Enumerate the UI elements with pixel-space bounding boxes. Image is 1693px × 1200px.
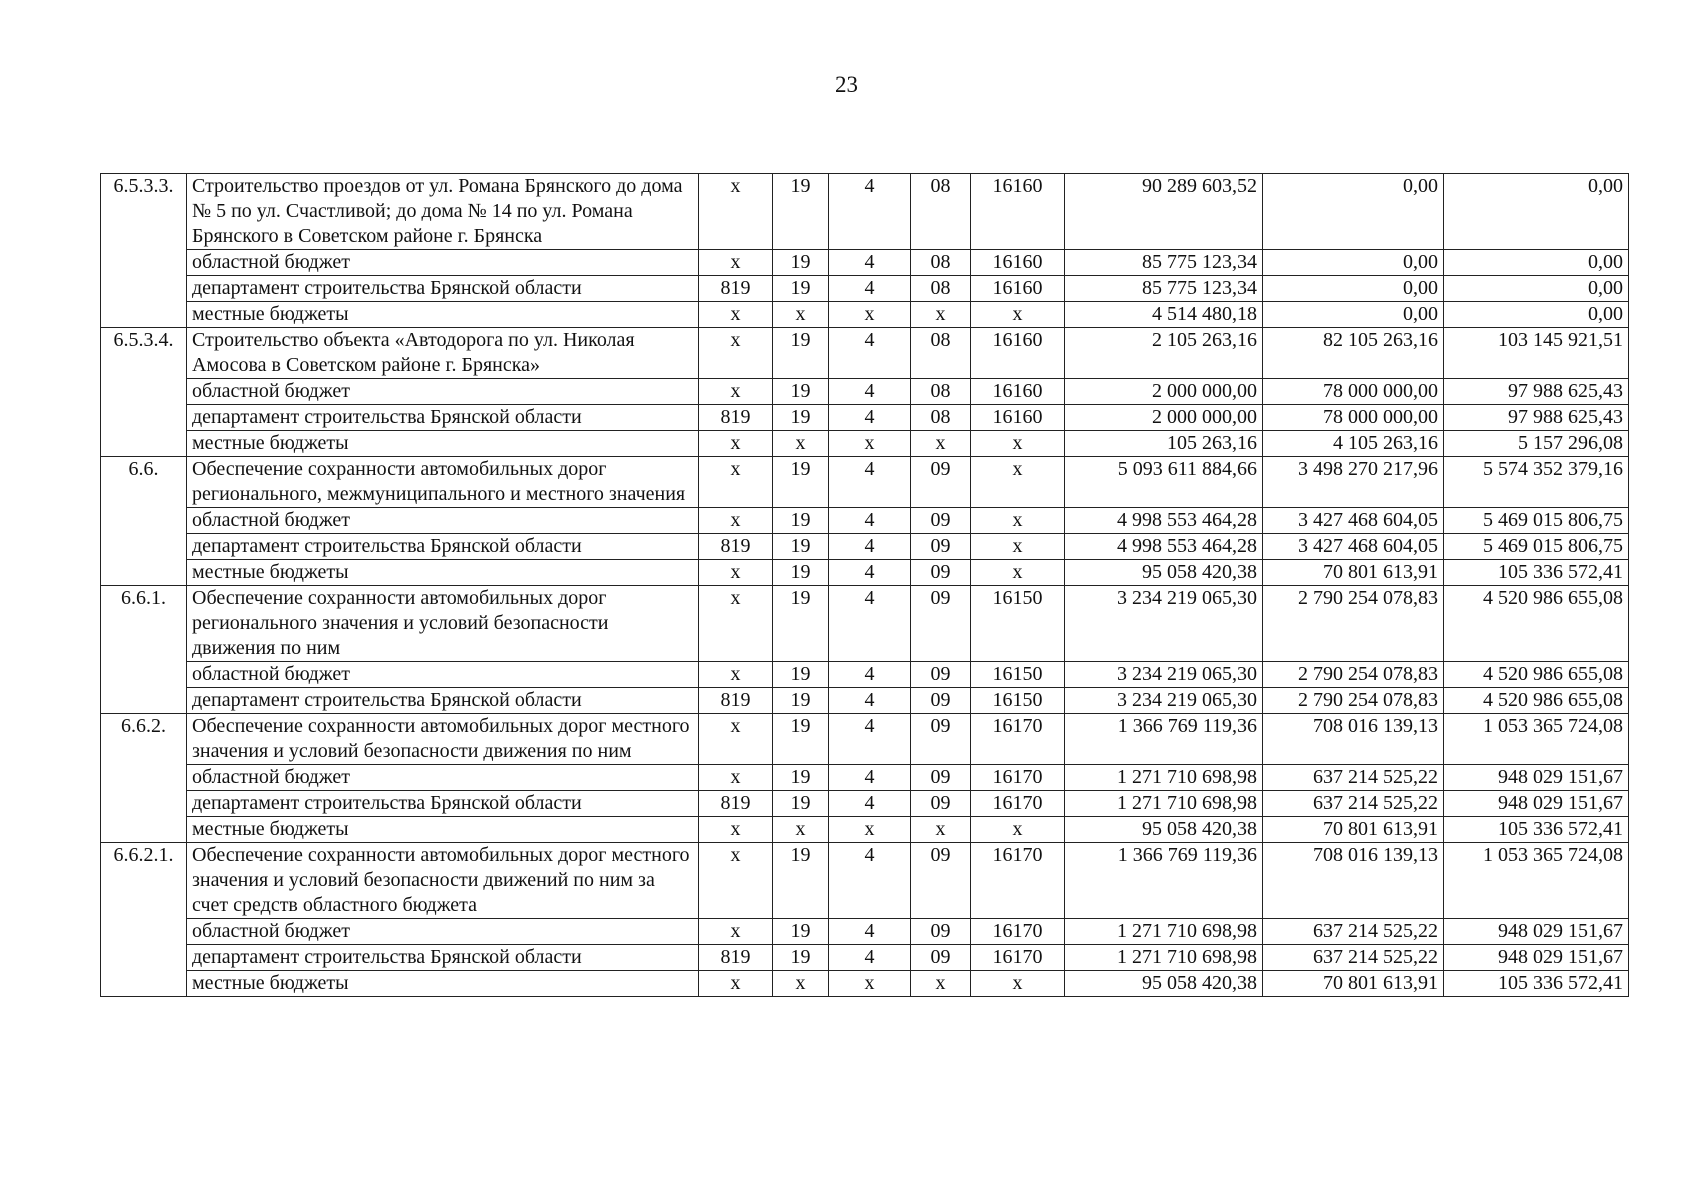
column-code-4: 09: [911, 662, 971, 688]
amount-year-2: 3 498 270 217,96: [1263, 457, 1444, 508]
column-code-1: х: [699, 328, 773, 379]
column-code-5: 16170: [971, 791, 1065, 817]
amount-year-1: 85 775 123,34: [1065, 250, 1263, 276]
column-code-5: 16160: [971, 276, 1065, 302]
column-code-1: х: [699, 765, 773, 791]
column-code-3: 4: [829, 586, 911, 662]
column-code-3: х: [829, 817, 911, 843]
amount-year-1: 5 093 611 884,66: [1065, 457, 1263, 508]
column-code-2: 19: [773, 919, 829, 945]
amount-year-2: 82 105 263,16: [1263, 328, 1444, 379]
column-code-2: х: [773, 817, 829, 843]
amount-year-2: 3 427 468 604,05: [1263, 534, 1444, 560]
amount-year-1: 105 263,16: [1065, 431, 1263, 457]
item-description: Строительство проездов от ул. Романа Брянского до дома № 5 по ул. Счастливой; до дома № 14 по ул. Романа Брянского в Советском районе г. Брянска: [187, 174, 699, 250]
column-code-1: 819: [699, 534, 773, 560]
amount-year-2: 637 214 525,22: [1263, 919, 1444, 945]
table-row-subitem: [101, 765, 1629, 791]
column-code-3: 4: [829, 945, 911, 971]
amount-year-1: 4 514 480,18: [1065, 302, 1263, 328]
column-code-4: 09: [911, 919, 971, 945]
column-code-2: 19: [773, 843, 829, 919]
table-row-item: [101, 174, 1629, 250]
column-code-4: 08: [911, 276, 971, 302]
item-number: 6.6.2.1.: [101, 843, 187, 997]
table-row-subitem: [101, 431, 1629, 457]
column-code-5: 16150: [971, 662, 1065, 688]
item-description: местные бюджеты: [187, 817, 699, 843]
table-row-subitem: [101, 560, 1629, 586]
amount-year-2: 0,00: [1263, 174, 1444, 250]
column-code-3: х: [829, 302, 911, 328]
column-code-2: 19: [773, 662, 829, 688]
column-code-2: 19: [773, 945, 829, 971]
amount-year-1: 4 998 553 464,28: [1065, 508, 1263, 534]
column-code-3: 4: [829, 405, 911, 431]
amount-year-2: 2 790 254 078,83: [1263, 688, 1444, 714]
amount-year-3: 105 336 572,41: [1444, 817, 1629, 843]
column-code-5: 16170: [971, 843, 1065, 919]
column-code-1: х: [699, 174, 773, 250]
item-description: местные бюджеты: [187, 302, 699, 328]
column-code-4: 08: [911, 379, 971, 405]
column-code-3: 4: [829, 714, 911, 765]
column-code-5: х: [971, 560, 1065, 586]
table-row-subitem: [101, 534, 1629, 560]
column-code-4: 09: [911, 457, 971, 508]
column-code-5: х: [971, 431, 1065, 457]
column-code-4: 08: [911, 250, 971, 276]
column-code-3: 4: [829, 560, 911, 586]
column-code-3: 4: [829, 662, 911, 688]
item-number: 6.6.2.: [101, 714, 187, 843]
column-code-1: х: [699, 508, 773, 534]
column-code-2: 19: [773, 457, 829, 508]
amount-year-2: 78 000 000,00: [1263, 379, 1444, 405]
column-code-3: х: [829, 971, 911, 997]
amount-year-2: 2 790 254 078,83: [1263, 586, 1444, 662]
table-row-subitem: [101, 688, 1629, 714]
column-code-1: х: [699, 714, 773, 765]
column-code-5: 16170: [971, 919, 1065, 945]
amount-year-2: 0,00: [1263, 250, 1444, 276]
amount-year-2: 637 214 525,22: [1263, 765, 1444, 791]
column-code-3: х: [829, 431, 911, 457]
column-code-2: 19: [773, 379, 829, 405]
column-code-1: 819: [699, 688, 773, 714]
column-code-1: х: [699, 457, 773, 508]
item-description: департамент строительства Брянской области: [187, 688, 699, 714]
amount-year-1: 85 775 123,34: [1065, 276, 1263, 302]
column-code-4: х: [911, 971, 971, 997]
table-row-subitem: [101, 508, 1629, 534]
amount-year-1: 3 234 219 065,30: [1065, 586, 1263, 662]
column-code-2: х: [773, 431, 829, 457]
column-code-3: 4: [829, 457, 911, 508]
column-code-5: 16150: [971, 586, 1065, 662]
amount-year-3: 97 988 625,43: [1444, 405, 1629, 431]
table-row-subitem: [101, 302, 1629, 328]
item-description: Обеспечение сохранности автомобильных дорог местного значения и условий безопасности движений по ним за счет средств областного бюджета: [187, 843, 699, 919]
table-row-subitem: [101, 919, 1629, 945]
table-row-item: [101, 586, 1629, 662]
column-code-4: 09: [911, 560, 971, 586]
page-number: 23: [835, 72, 858, 97]
column-code-5: 16170: [971, 945, 1065, 971]
column-code-1: х: [699, 560, 773, 586]
item-description: местные бюджеты: [187, 971, 699, 997]
column-code-2: 19: [773, 688, 829, 714]
column-code-1: 819: [699, 276, 773, 302]
column-code-3: 4: [829, 328, 911, 379]
amount-year-1: 1 366 769 119,36: [1065, 843, 1263, 919]
amount-year-3: 0,00: [1444, 174, 1629, 250]
amount-year-3: 5 157 296,08: [1444, 431, 1629, 457]
table-row-item: [101, 457, 1629, 508]
column-code-5: 16150: [971, 688, 1065, 714]
column-code-4: 09: [911, 534, 971, 560]
amount-year-3: 1 053 365 724,08: [1444, 714, 1629, 765]
column-code-5: х: [971, 302, 1065, 328]
table-row-subitem: [101, 276, 1629, 302]
column-code-2: 19: [773, 174, 829, 250]
column-code-5: х: [971, 457, 1065, 508]
table-row-item: [101, 843, 1629, 919]
amount-year-2: 708 016 139,13: [1263, 714, 1444, 765]
column-code-3: 4: [829, 250, 911, 276]
column-code-4: 09: [911, 765, 971, 791]
amount-year-3: 0,00: [1444, 276, 1629, 302]
column-code-4: 09: [911, 945, 971, 971]
item-number: 6.6.: [101, 457, 187, 586]
column-code-5: 16160: [971, 405, 1065, 431]
item-description: департамент строительства Брянской области: [187, 945, 699, 971]
column-code-4: 08: [911, 174, 971, 250]
amount-year-1: 2 000 000,00: [1065, 405, 1263, 431]
amount-year-3: 5 469 015 806,75: [1444, 534, 1629, 560]
amount-year-3: 5 469 015 806,75: [1444, 508, 1629, 534]
column-code-2: 19: [773, 276, 829, 302]
column-code-1: х: [699, 843, 773, 919]
amount-year-1: 3 234 219 065,30: [1065, 688, 1263, 714]
column-code-3: 4: [829, 276, 911, 302]
column-code-5: 16160: [971, 174, 1065, 250]
column-code-5: 16170: [971, 714, 1065, 765]
table-row-subitem: [101, 971, 1629, 997]
amount-year-1: 1 271 710 698,98: [1065, 945, 1263, 971]
item-description: местные бюджеты: [187, 431, 699, 457]
item-description: департамент строительства Брянской области: [187, 791, 699, 817]
column-code-3: 4: [829, 688, 911, 714]
column-code-2: 19: [773, 560, 829, 586]
column-code-4: 08: [911, 405, 971, 431]
column-code-4: х: [911, 431, 971, 457]
column-code-2: 19: [773, 328, 829, 379]
column-code-4: 09: [911, 586, 971, 662]
column-code-5: х: [971, 508, 1065, 534]
column-code-3: 4: [829, 379, 911, 405]
amount-year-3: 105 336 572,41: [1444, 971, 1629, 997]
column-code-1: х: [699, 431, 773, 457]
amount-year-2: 78 000 000,00: [1263, 405, 1444, 431]
amount-year-2: 637 214 525,22: [1263, 791, 1444, 817]
column-code-4: 09: [911, 508, 971, 534]
column-code-4: 09: [911, 688, 971, 714]
item-number: 6.5.3.3.: [101, 174, 187, 328]
amount-year-1: 90 289 603,52: [1065, 174, 1263, 250]
column-code-4: 09: [911, 714, 971, 765]
column-code-1: х: [699, 302, 773, 328]
item-description: Обеспечение сохранности автомобильных дорог регионального, межмуниципального и местного значения: [187, 457, 699, 508]
item-number: 6.5.3.4.: [101, 328, 187, 457]
column-code-1: х: [699, 971, 773, 997]
amount-year-2: 0,00: [1263, 276, 1444, 302]
column-code-4: 08: [911, 328, 971, 379]
column-code-5: 16160: [971, 250, 1065, 276]
table-row-subitem: [101, 405, 1629, 431]
item-description: Обеспечение сохранности автомобильных дорог местного значения и условий безопасности движения по ним: [187, 714, 699, 765]
column-code-2: 19: [773, 534, 829, 560]
amount-year-2: 70 801 613,91: [1263, 971, 1444, 997]
column-code-4: х: [911, 817, 971, 843]
amount-year-1: 95 058 420,38: [1065, 971, 1263, 997]
item-description: областной бюджет: [187, 379, 699, 405]
column-code-2: 19: [773, 714, 829, 765]
column-code-2: 19: [773, 250, 829, 276]
item-description: областной бюджет: [187, 508, 699, 534]
column-code-1: х: [699, 250, 773, 276]
column-code-2: 19: [773, 765, 829, 791]
table-row-subitem: [101, 250, 1629, 276]
item-description: областной бюджет: [187, 765, 699, 791]
column-code-3: 4: [829, 791, 911, 817]
amount-year-2: 708 016 139,13: [1263, 843, 1444, 919]
column-code-5: 16170: [971, 765, 1065, 791]
item-number: 6.6.1.: [101, 586, 187, 714]
column-code-2: 19: [773, 405, 829, 431]
amount-year-2: 70 801 613,91: [1263, 560, 1444, 586]
column-code-2: 19: [773, 586, 829, 662]
column-code-3: 4: [829, 534, 911, 560]
column-code-1: 819: [699, 791, 773, 817]
amount-year-1: 3 234 219 065,30: [1065, 662, 1263, 688]
amount-year-1: 4 998 553 464,28: [1065, 534, 1263, 560]
column-code-5: 16160: [971, 379, 1065, 405]
column-code-1: х: [699, 662, 773, 688]
amount-year-3: 0,00: [1444, 250, 1629, 276]
amount-year-1: 2 105 263,16: [1065, 328, 1263, 379]
amount-year-3: 105 336 572,41: [1444, 560, 1629, 586]
amount-year-2: 70 801 613,91: [1263, 817, 1444, 843]
item-description: департамент строительства Брянской области: [187, 405, 699, 431]
column-code-2: 19: [773, 508, 829, 534]
amount-year-3: 1 053 365 724,08: [1444, 843, 1629, 919]
item-description: департамент строительства Брянской области: [187, 276, 699, 302]
table-row-subitem: [101, 662, 1629, 688]
column-code-2: 19: [773, 791, 829, 817]
amount-year-3: 4 520 986 655,08: [1444, 586, 1629, 662]
column-code-3: 4: [829, 843, 911, 919]
amount-year-3: 103 145 921,51: [1444, 328, 1629, 379]
table-row-subitem: [101, 379, 1629, 405]
column-code-1: 819: [699, 945, 773, 971]
item-description: областной бюджет: [187, 662, 699, 688]
budget-table-body: [101, 174, 1629, 997]
column-code-5: х: [971, 534, 1065, 560]
column-code-5: 16160: [971, 328, 1065, 379]
column-code-3: 4: [829, 174, 911, 250]
amount-year-1: 1 366 769 119,36: [1065, 714, 1263, 765]
column-code-2: х: [773, 971, 829, 997]
table-row-subitem: [101, 945, 1629, 971]
amount-year-1: 95 058 420,38: [1065, 817, 1263, 843]
item-description: Обеспечение сохранности автомобильных дорог регионального значения и условий безопасности движения по ним: [187, 586, 699, 662]
amount-year-2: 2 790 254 078,83: [1263, 662, 1444, 688]
table-row-subitem: [101, 817, 1629, 843]
column-code-3: 4: [829, 765, 911, 791]
column-code-1: х: [699, 379, 773, 405]
column-code-1: 819: [699, 405, 773, 431]
amount-year-1: 1 271 710 698,98: [1065, 765, 1263, 791]
column-code-3: 4: [829, 508, 911, 534]
amount-year-3: 4 520 986 655,08: [1444, 662, 1629, 688]
amount-year-1: 1 271 710 698,98: [1065, 919, 1263, 945]
amount-year-3: 948 029 151,67: [1444, 945, 1629, 971]
column-code-5: х: [971, 817, 1065, 843]
amount-year-3: 948 029 151,67: [1444, 919, 1629, 945]
amount-year-3: 948 029 151,67: [1444, 791, 1629, 817]
amount-year-2: 637 214 525,22: [1263, 945, 1444, 971]
column-code-4: 09: [911, 791, 971, 817]
column-code-1: х: [699, 919, 773, 945]
column-code-3: 4: [829, 919, 911, 945]
amount-year-3: 4 520 986 655,08: [1444, 688, 1629, 714]
column-code-4: х: [911, 302, 971, 328]
item-description: областной бюджет: [187, 250, 699, 276]
table-row-item: [101, 714, 1629, 765]
amount-year-3: 97 988 625,43: [1444, 379, 1629, 405]
amount-year-2: 3 427 468 604,05: [1263, 508, 1444, 534]
column-code-2: х: [773, 302, 829, 328]
column-code-4: 09: [911, 843, 971, 919]
amount-year-1: 95 058 420,38: [1065, 560, 1263, 586]
column-code-5: х: [971, 971, 1065, 997]
amount-year-1: 1 271 710 698,98: [1065, 791, 1263, 817]
column-code-1: х: [699, 817, 773, 843]
item-description: департамент строительства Брянской области: [187, 534, 699, 560]
amount-year-3: 948 029 151,67: [1444, 765, 1629, 791]
amount-year-2: 4 105 263,16: [1263, 431, 1444, 457]
amount-year-1: 2 000 000,00: [1065, 379, 1263, 405]
table-row-subitem: [101, 791, 1629, 817]
table-row-item: [101, 328, 1629, 379]
item-description: Строительство объекта «Автодорога по ул. Николая Амосова в Советском районе г. Брянска»: [187, 328, 699, 379]
amount-year-2: 0,00: [1263, 302, 1444, 328]
budget-table: [100, 173, 1629, 997]
amount-year-3: 5 574 352 379,16: [1444, 457, 1629, 508]
item-description: местные бюджеты: [187, 560, 699, 586]
item-description: областной бюджет: [187, 919, 699, 945]
column-code-1: х: [699, 586, 773, 662]
amount-year-3: 0,00: [1444, 302, 1629, 328]
